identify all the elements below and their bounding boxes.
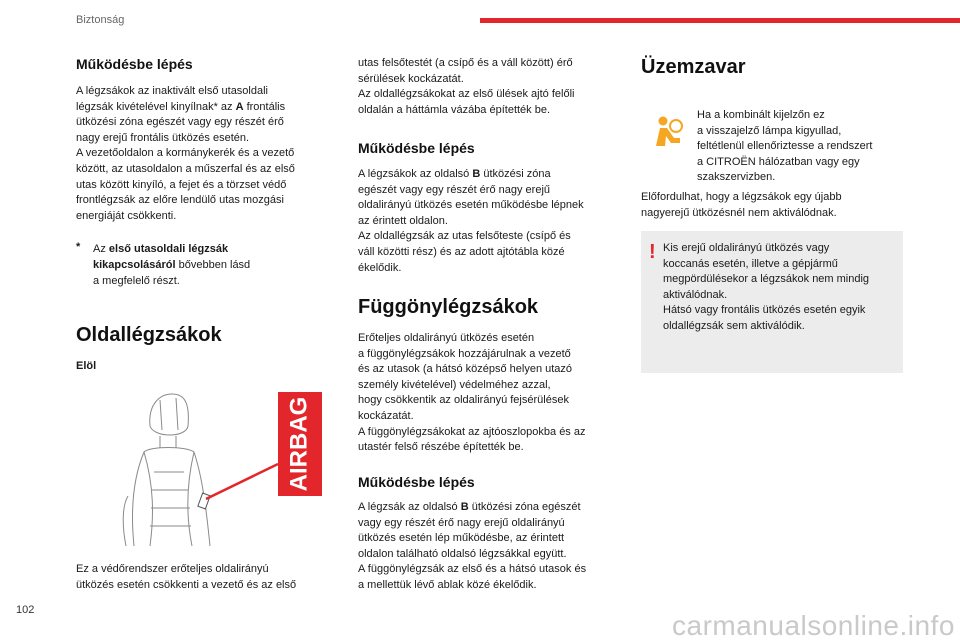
- footnote: Az első utasoldali légzsák kikapcsolásáról bővebben lásd a megfelelő részt.: [93, 243, 251, 287]
- header-accent-bar: [480, 18, 960, 23]
- paragraph-side-activation: A légzsákok az oldalsó B ütközési zóna egészét vagy egy részét érő nagy erejű oldalirányú ütközés esetén működésbe lépnek az érintett oldalon. Az oldallégzsák az utas felsőteste (csípő és váll közötti rész) és az adott ajtótábla közé ékelődik.: [358, 168, 584, 274]
- airbag-warning-icon: [650, 114, 684, 148]
- section-label: Biztonság: [76, 14, 125, 26]
- heading-activation-front: Működésbe lépés: [76, 56, 193, 72]
- heading-side-airbags: Oldallégzsákok: [76, 324, 222, 346]
- warning-exclamation-icon: !: [649, 241, 656, 263]
- footnote-star: *: [76, 241, 81, 253]
- heading-curtain-airbags: Függönylégzsákok: [358, 296, 539, 318]
- heading-activation-curtain: Működésbe lépés: [358, 474, 475, 490]
- paragraph-warning-lamp: Ha a kombinált kijelzőn ez a visszajelző lámpa kigyullad, feltétlenül ellenőriztesse a rendszert a CITROËN hálózatban vagy egy szakszervizben.: [697, 109, 873, 184]
- paragraph-curtain-activation: A légzsák az oldalsó B ütközési zóna egészét vagy egy részét érő nagy erejű oldalirányú ütközés esetén lép működésbe, az érintett oldalon található oldalsó légzsákkal együtt. A függönylégzsák az első és a hátsó utasok és a mellettük lévő ablak közé ékelődik.: [358, 501, 587, 591]
- heading-activation-side: Működésbe lépés: [358, 140, 475, 156]
- heading-malfunction: Üzemzavar: [641, 56, 746, 78]
- page-number: 102: [16, 604, 35, 616]
- paragraph-no-reactivation: Előfordulhat, hogy a légzsákok egy újabb nagyerejű ütközésnél nem aktiválódnak.: [641, 191, 842, 219]
- warning-text: Kis erejű oldalirányú ütközés vagy koccanás esetén, illetve a gépjármű megpördülésekor a légzsákok nem mindig aktiválódnak. Hátsó vagy frontális ütközés esetén egyik oldallégzsák sem aktiválódik.: [663, 242, 870, 332]
- seat-airbag-illustration: [120, 386, 330, 546]
- airbag-label: AIRBAG: [285, 396, 313, 492]
- watermark: carmanualsonline.info: [672, 610, 955, 640]
- paragraph-side-airbag-intro: Ez a védőrendszer erőteljes oldalirányú ütközés esetén csökkenti a vezető és az első: [76, 563, 297, 591]
- front-label: Elöl: [76, 360, 97, 372]
- paragraph-front-airbag: A légzsákok az inaktivált első utasoldali légzsák kivételével kinyílnak* az A frontális ütközési zóna egészét vagy egy részét érő nagy erejű frontális ütközés esetén. A vezetőoldalon a kormánykerék és a vezető között, az utasoldalon a műszerfal és az első utas között kinyíló, a fejet és a törzset védő frontlégzsák az előre lendülő utas mozgási energiáját csökkenti.: [76, 85, 295, 222]
- paragraph-side-airbag-cont: utas felsőtestét (a csípő és a váll között) érő sérülések kockázatát. Az oldallégzsákokat az első ülések ajtó felőli oldalán a háttámla vázába építették be.: [358, 57, 575, 116]
- paragraph-curtain-airbags: Erőteljes oldalirányú ütközés esetén a függönylégzsákok hozzájárulnak a vezető és az utasok (a hátsó középső helyen utazó személy kivételével) védelméhez azzal, hogy csökkentik az oldalirányú fejsérülések kockázatát. A függönylégzsákokat az ajtóoszlopokba és az utastér felső részébe építették be.: [358, 332, 586, 454]
